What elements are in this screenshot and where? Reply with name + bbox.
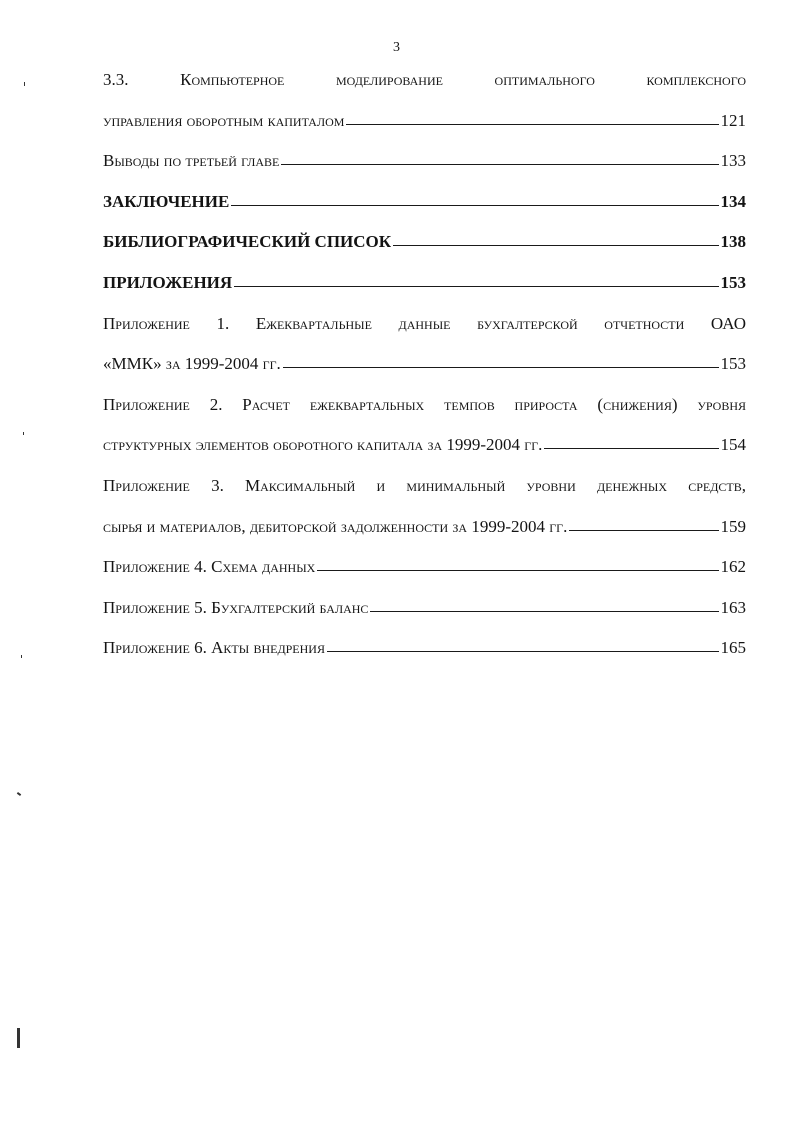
toc-entry-conclusions-ch3[interactable] bbox=[103, 141, 746, 182]
toc-entry-appendix-4[interactable] bbox=[103, 547, 746, 588]
toc-entry-appendix-5[interactable] bbox=[103, 588, 746, 629]
toc-entry-text: Приложение 2. Расчет ежеквартальных темпов прироста (снижения) уровня bbox=[103, 394, 746, 414]
toc-entry-appendix-1-line2[interactable] bbox=[103, 344, 746, 385]
toc-page-number: 165 bbox=[720, 638, 746, 658]
toc-entry-text: ЗАКЛЮЧЕНИЕ bbox=[103, 191, 230, 211]
dot-leader bbox=[327, 651, 719, 652]
dot-leader bbox=[283, 367, 719, 368]
dot-leader bbox=[544, 448, 718, 449]
toc-page-number: 162 bbox=[720, 557, 746, 577]
toc-entry-appendix-2-line2[interactable] bbox=[103, 425, 746, 466]
toc-entry-text: управления оборотным капиталом bbox=[103, 110, 345, 130]
toc-entry-appendix-3-line1 bbox=[103, 466, 746, 507]
dot-leader bbox=[346, 124, 718, 125]
toc-entry-text: БИБЛИОГРАФИЧЕСКИЙ СПИСОК bbox=[103, 232, 392, 252]
toc-entry-text: Приложение 4. Схема данных bbox=[103, 557, 316, 577]
toc-entry-appendices[interactable] bbox=[103, 263, 746, 304]
toc-entry-text: сырья и материалов, дебиторской задолженности за 1999-2004 гг. bbox=[103, 516, 568, 536]
table-of-contents bbox=[103, 60, 746, 669]
dot-leader bbox=[234, 286, 718, 287]
toc-page-number: 133 bbox=[720, 151, 746, 171]
toc-page-number: 159 bbox=[720, 516, 746, 536]
toc-entry-text: 3.3. Компьютерное моделирование оптимального комплексного bbox=[103, 70, 746, 89]
toc-page-number: 138 bbox=[720, 232, 746, 252]
toc-entry-3-3-line2[interactable] bbox=[103, 101, 746, 142]
toc-entry-appendix-2-line1 bbox=[103, 385, 746, 426]
toc-entry-appendix-3-line2[interactable] bbox=[103, 507, 746, 548]
toc-entry-text: Приложение 6. Акты внедрения bbox=[103, 638, 325, 658]
toc-entry-text: ПРИЛОЖЕНИЯ bbox=[103, 272, 233, 292]
toc-page-number: 121 bbox=[720, 110, 746, 130]
toc-page-number: 134 bbox=[720, 191, 746, 211]
toc-page-number: 163 bbox=[720, 597, 746, 617]
toc-entry-text: «ММК» за 1999-2004 гг. bbox=[103, 354, 281, 374]
page-number: 3 bbox=[393, 40, 400, 55]
toc-entry-conclusion[interactable] bbox=[103, 182, 746, 223]
scan-speck bbox=[24, 82, 25, 86]
dot-leader bbox=[231, 205, 718, 206]
dot-leader bbox=[393, 245, 718, 246]
scan-speck bbox=[23, 432, 24, 435]
toc-page-number: 154 bbox=[720, 435, 746, 455]
dot-leader bbox=[281, 164, 718, 165]
toc-entry-text: Выводы по третьей главе bbox=[103, 151, 280, 171]
toc-entry-3-3-line1 bbox=[103, 60, 746, 101]
dot-leader bbox=[370, 611, 718, 612]
dot-leader bbox=[317, 570, 718, 571]
toc-entry-appendix-1-line1 bbox=[103, 304, 746, 345]
toc-entry-text: Приложение 5. Бухгалтерский баланс bbox=[103, 597, 369, 617]
dot-leader bbox=[569, 530, 718, 531]
toc-entry-text: структурных элементов оборотного капитала за 1999-2004 гг. bbox=[103, 435, 543, 455]
toc-entry-appendix-6[interactable] bbox=[103, 628, 746, 669]
toc-entry-text: Приложение 1. Ежеквартальные данные бухгалтерской отчетности ОАО bbox=[103, 313, 746, 333]
scan-speck bbox=[17, 792, 21, 796]
scan-speck bbox=[17, 1028, 20, 1048]
toc-entry-text: Приложение 3. Максимальный и минимальный уровни денежных средств, bbox=[103, 475, 746, 495]
toc-entry-bibliography[interactable] bbox=[103, 222, 746, 263]
toc-page-number: 153 bbox=[720, 272, 746, 292]
toc-page-number: 153 bbox=[720, 354, 746, 374]
scan-speck bbox=[21, 655, 22, 658]
